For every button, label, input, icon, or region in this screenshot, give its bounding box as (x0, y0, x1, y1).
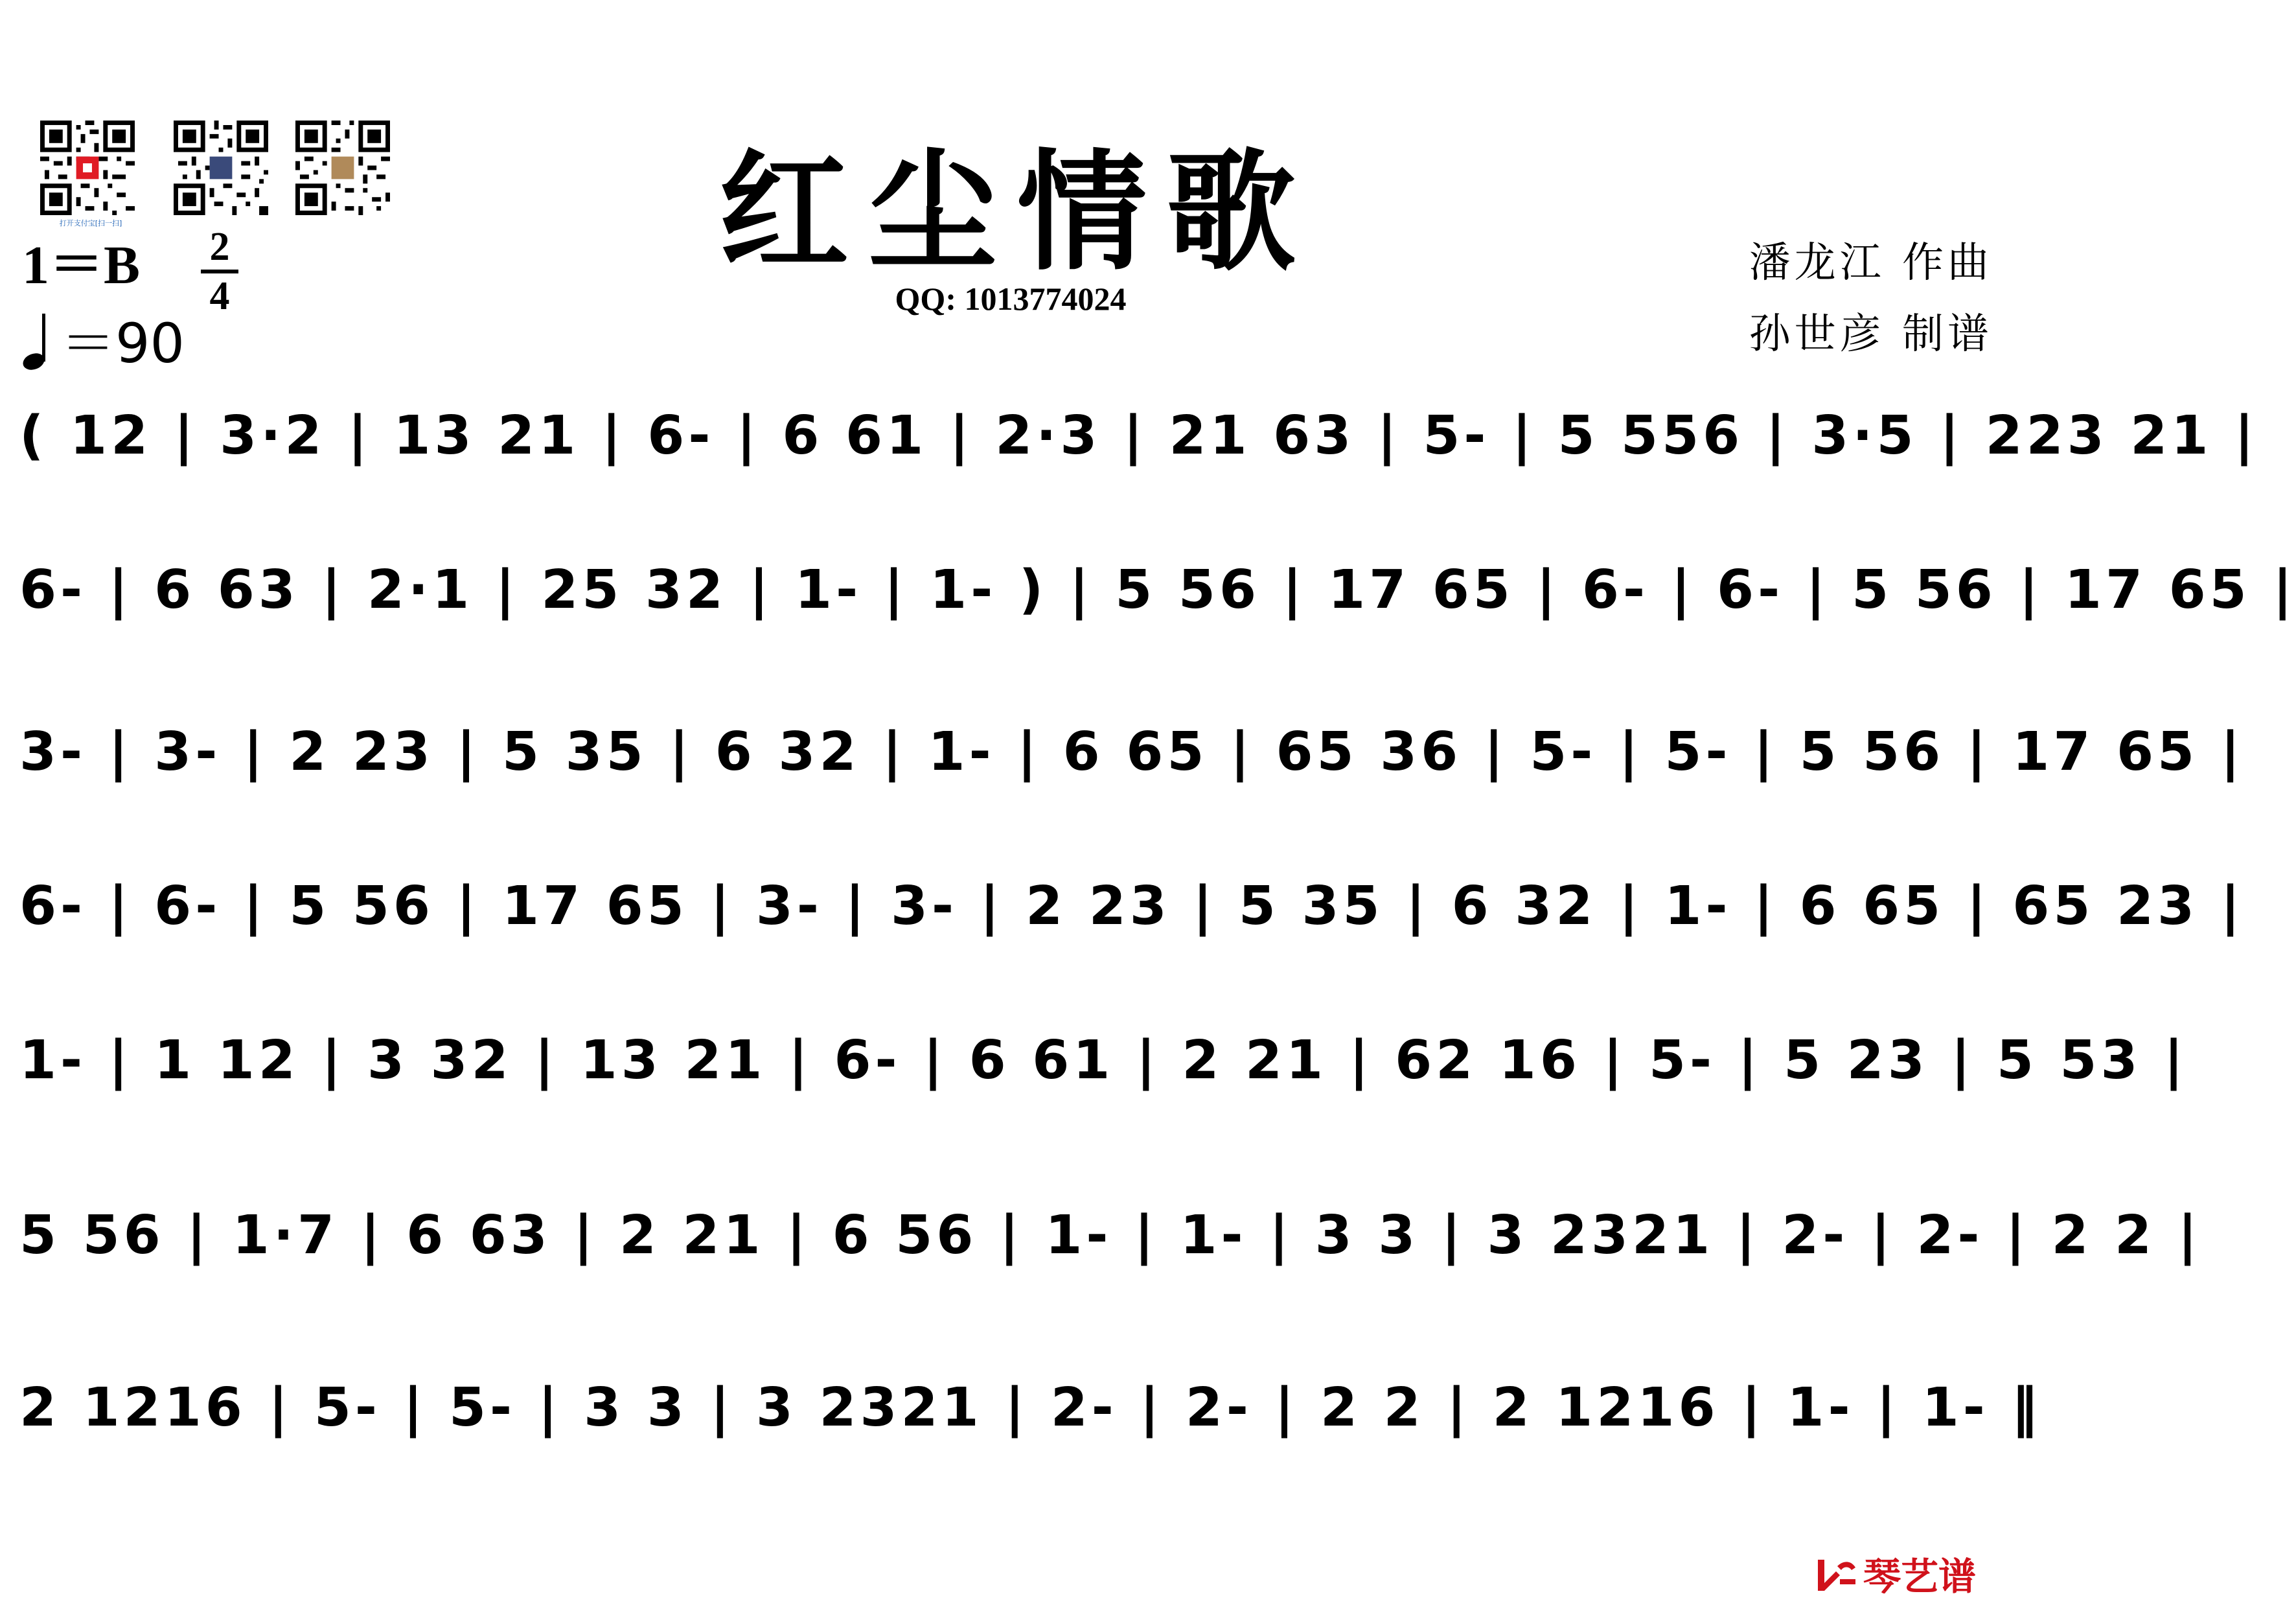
tempo-value: ＝90 (61, 312, 185, 375)
composer-credit: 潘龙江 作曲 (1749, 239, 1993, 287)
score-line-5: 1- | 1 12 | 3 32 | 13 21 | 6- | 6 61 | 2 21 | 62 16 | 5- | 5 23 | 5 53 | (19, 1030, 2188, 1091)
contact-qr-code (295, 121, 390, 215)
score-line-3: 3- | 3- | 2 23 | 5 35 | 6 32 | 1- | 6 65 | 65 36 | 5- | 5- | 5 56 | 17 65 | (19, 721, 2244, 783)
qr-caption: 打开支付宝[扫一扫] (59, 219, 122, 227)
quarter-note-icon (22, 311, 54, 371)
page-title: 红尘情歌 (718, 136, 1315, 288)
score-line-7: 2 1216 | 5- | 5- | 3 3 | 3 2321 | 2- | 2- | 2 2 | 2 1216 | 1- | 1- ‖ (19, 1377, 2042, 1439)
qinyipu-logo-icon (1814, 1551, 1859, 1596)
time-signature-divider (201, 270, 238, 273)
site-logo (1814, 1546, 1976, 1601)
score-line-2: 6- | 6 63 | 2·1 | 25 32 | 1- | 1- ) | 5 56 | 17 65 | 6- | 6- | 5 56 | 17 65 | (19, 559, 2296, 621)
qr-code-icon (295, 121, 390, 215)
qr-code-icon (40, 121, 135, 215)
arranger-credit: 孙世彦 制谱 (1749, 310, 1993, 358)
score-line-6: 5 56 | 1·7 | 6 63 | 2 21 | 6 56 | 1- | 1- | 3 3 | 3 2321 | 2- | 2- | 2 2 | (19, 1205, 2201, 1266)
time-signature-numerator: 2 (209, 225, 230, 269)
logo-text: 琴艺谱 (1863, 1555, 1977, 1599)
time-signature-denominator: 4 (209, 274, 230, 318)
alipay-qr-code (40, 121, 135, 215)
wechat-qr-code (174, 121, 268, 215)
key-signature: 1＝B (22, 235, 141, 295)
qq-contact: QQ: 1013774024 (895, 281, 1127, 317)
qr-code-icon (174, 121, 268, 215)
tempo-marking (22, 311, 185, 375)
score-line-4: 6- | 6- | 5 56 | 17 65 | 3- | 3- | 2 23 | 5 35 | 6 32 | 1- | 6 65 | 65 23 | (19, 875, 2244, 937)
time-signature (201, 227, 238, 316)
score-line-1: ( 12 | 3·2 | 13 21 | 6- | 6 61 | 2·3 | 21 63 | 5- | 5 556 | 3·5 | 223 21 | (19, 405, 2258, 467)
